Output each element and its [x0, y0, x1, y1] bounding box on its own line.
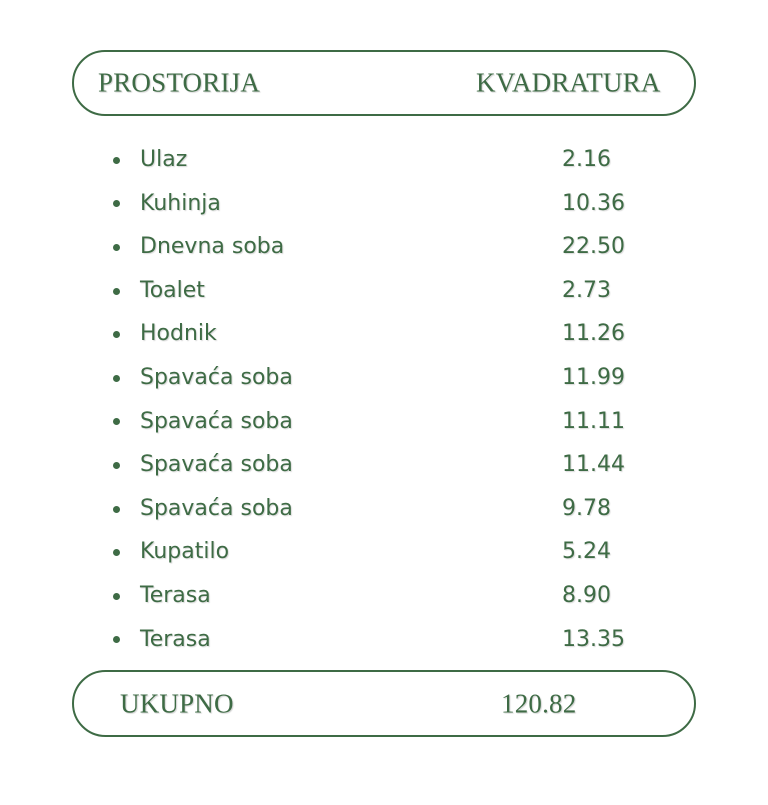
room-area: 2.73 — [562, 277, 611, 303]
room-area: 10.36 — [562, 190, 625, 216]
room-area: 11.11 — [562, 408, 625, 434]
room-name: Kuhinja — [140, 190, 221, 216]
total-value: 120.82 — [501, 688, 577, 718]
list-item — [0, 443, 768, 487]
bullet-icon — [113, 375, 120, 382]
room-area: 11.26 — [562, 321, 625, 347]
room-area: 22.50 — [562, 234, 625, 260]
bullet-icon — [113, 506, 120, 513]
list-item — [0, 618, 768, 662]
bullet-icon — [113, 593, 120, 600]
list-item — [0, 182, 768, 226]
room-name: Terasa — [140, 582, 211, 608]
list-item — [0, 269, 768, 313]
room-area: 11.99 — [562, 364, 625, 390]
room-name: Toalet — [140, 277, 205, 303]
room-area: 2.16 — [562, 147, 611, 172]
room-name: Spavaća soba — [140, 364, 293, 390]
total-row — [72, 670, 696, 737]
bullet-icon — [113, 462, 120, 469]
bullet-icon — [113, 200, 120, 207]
bullet-icon — [113, 244, 120, 251]
list-item — [0, 400, 768, 444]
room-name: Ulaz — [140, 147, 188, 172]
room-area: 9.78 — [562, 495, 611, 521]
table-header — [72, 50, 696, 116]
header-room-label: PROSTORIJA — [98, 67, 261, 98]
bullet-icon — [113, 331, 120, 338]
room-list — [0, 138, 768, 661]
bullet-icon — [113, 157, 120, 164]
list-item — [0, 530, 768, 574]
bullet-icon — [113, 288, 120, 295]
room-name: Spavaća soba — [140, 452, 293, 478]
room-area: 5.24 — [562, 539, 611, 565]
room-name: Kupatilo — [140, 539, 230, 565]
list-item — [0, 574, 768, 618]
list-item — [0, 138, 768, 182]
room-area: 8.90 — [562, 582, 611, 608]
list-item — [0, 225, 768, 269]
header-area-label: KVADRATURA — [476, 67, 661, 98]
room-name: Hodnik — [140, 321, 217, 347]
bullet-icon — [113, 636, 120, 643]
bullet-icon — [113, 549, 120, 556]
room-area: 11.44 — [562, 452, 625, 478]
room-area: 13.35 — [562, 626, 625, 652]
list-item — [0, 312, 768, 356]
room-name: Dnevna soba — [140, 234, 285, 260]
bullet-icon — [113, 418, 120, 425]
list-item — [0, 356, 768, 400]
list-item — [0, 487, 768, 531]
room-name: Spavaća soba — [140, 408, 293, 434]
total-label: UKUPNO — [120, 688, 234, 718]
room-name: Terasa — [140, 626, 211, 652]
room-name: Spavaća soba — [140, 495, 293, 521]
